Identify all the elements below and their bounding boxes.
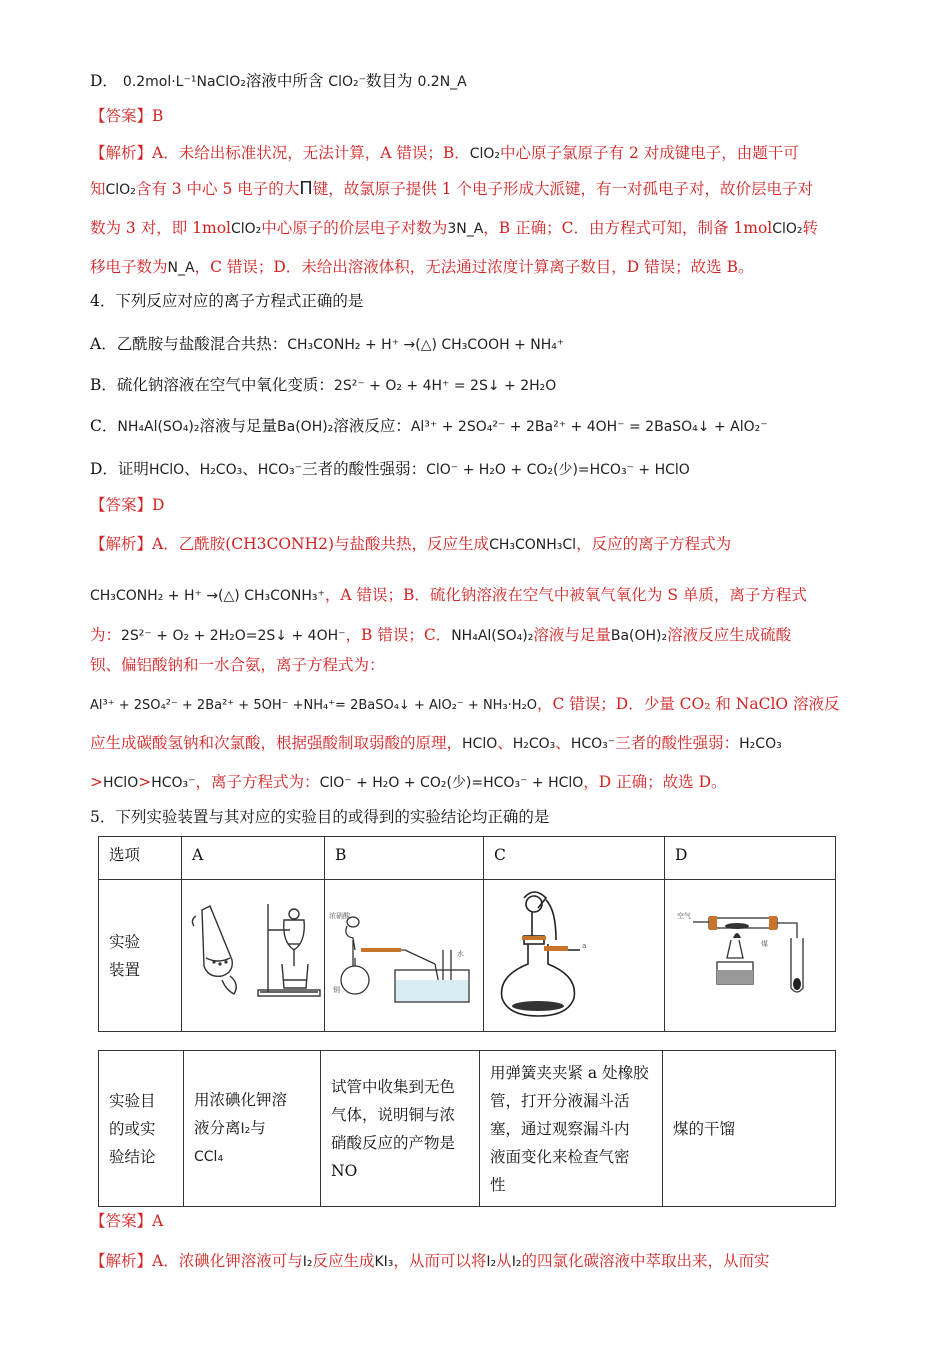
q3-analysis-line3	[90, 217, 860, 240]
formula: HClO	[103, 775, 139, 791]
apparatus-cell-c	[484, 880, 665, 1032]
text: 实验目	[109, 1091, 156, 1110]
text: 转	[802, 219, 819, 237]
text: 液分离	[194, 1119, 241, 1137]
formula: CH₃CONH₃Cl	[489, 537, 577, 553]
conclusion-cell-b	[321, 1051, 480, 1207]
text: >	[138, 773, 152, 791]
apparatus-cell-a	[182, 880, 325, 1032]
conclusion-cell-d: 煤的干馏	[663, 1051, 836, 1207]
text: 与	[250, 1119, 266, 1137]
equation: ClO⁻ + H₂O + CO₂(少)=HCO₃⁻ + HClO	[426, 462, 690, 478]
formula: ClO₂	[105, 182, 136, 198]
formula: KI₃	[374, 1254, 394, 1270]
formula: HCO₃⁻	[151, 775, 196, 791]
separatory-funnel-figure	[182, 880, 324, 1022]
text: 气体，说明铜与浓	[331, 1105, 456, 1124]
formula: I₂	[511, 1254, 522, 1270]
text: 用弹簧夹夹紧 a 处橡胶	[490, 1063, 649, 1082]
text: A．乙酰胺与盐酸混合共热：	[90, 335, 288, 353]
text: 液面变化来检查气密	[490, 1147, 630, 1166]
apparatus-cell-d	[665, 880, 836, 1032]
apparatus-row	[99, 880, 836, 1032]
text: 管，打开分液漏斗活	[490, 1091, 630, 1110]
formula: Π	[299, 178, 313, 199]
q4-stem: 4．下列反应对应的离子方程式正确的是	[90, 292, 364, 310]
row-label	[99, 880, 182, 1032]
conclusion-cell-c	[480, 1051, 663, 1207]
table-header-row	[99, 837, 836, 880]
formula: I₂	[240, 1121, 251, 1137]
copper-nitric-acid-figure	[325, 880, 483, 1022]
formula: H₂CO₃	[199, 462, 243, 478]
analysis-head: 【解析】	[90, 144, 153, 162]
text: 三者的酸性强弱：	[302, 460, 427, 478]
conclusion-row	[99, 1051, 836, 1207]
analysis-head: 【解析】	[90, 535, 153, 553]
formula: ClO₂	[772, 221, 803, 237]
text: 溶液反应生成硫酸	[667, 626, 792, 644]
q5-analysis-line1	[90, 1250, 860, 1273]
equation: 2S²⁻ + O₂ + 2H₂O=2S↓ + 4OH⁻	[121, 628, 346, 644]
option-label: D．	[90, 72, 118, 90]
text: A．乙酰胺(CH3CONH2)与盐酸共热，反应生成	[152, 535, 490, 553]
text: 、	[184, 460, 200, 478]
text: 性	[490, 1175, 506, 1194]
option-label: D．证明	[90, 460, 149, 478]
equation: CH₃CONH₂ + H⁺ →(△) CH₃CONH₃⁺	[90, 588, 325, 604]
q5-answer: 【答案】A	[90, 1212, 164, 1230]
label-air: 空气	[677, 912, 691, 920]
q3-option-d	[90, 70, 860, 93]
q4-analysis-line7	[90, 771, 860, 794]
coal-distillation-figure	[665, 880, 835, 1022]
airtightness-check-figure	[484, 880, 664, 1022]
formula: 0.2N_A	[417, 74, 467, 90]
apparatus-table	[98, 836, 836, 1032]
text: ，A 错误；B．硫化钠溶液在空气中被氧气氧化为 S 单质，离子方程式	[324, 586, 807, 604]
header-cell: A	[182, 837, 325, 880]
text: 中心原子的价层电子对数为	[261, 219, 448, 237]
analysis-head: 【解析】	[90, 1252, 153, 1270]
text: 实验	[109, 932, 141, 951]
text: 的四氯化碳溶液中萃取出来，从而实	[521, 1252, 770, 1270]
q3-analysis-line1	[90, 142, 860, 165]
text: 验结论	[109, 1147, 156, 1166]
text: ，从而可以将	[393, 1252, 487, 1270]
text: 塞，通过观察漏斗内	[490, 1119, 630, 1138]
equation: ClO⁻ + H₂O + CO₂(少)=HCO₃⁻ + HClO	[319, 775, 584, 791]
formula: Ba(OH)₂	[610, 628, 668, 644]
q4-option-d	[90, 458, 860, 481]
text: 、	[555, 734, 571, 752]
text: ，B 错误；C．	[345, 626, 452, 644]
text: 键，故氯原子提供 1 个电子形成大派键，有一对孤电子对，故价层电子对	[312, 180, 814, 198]
formula: 0.2mol·L⁻¹NaClO₂	[122, 74, 246, 90]
formula: ClO₂	[231, 221, 262, 237]
text: 试管中收集到无色	[331, 1077, 456, 1096]
q4-analysis-line4: 钡、偏铝酸钠和一水合氨，离子方程式为：	[90, 656, 385, 674]
formula: Ba(OH)₂	[277, 419, 334, 435]
label-coal: 煤	[761, 940, 768, 948]
q4-option-a	[90, 333, 860, 356]
text: ，D 正确；故选 D。	[583, 773, 727, 791]
formula: NH₄Al(SO₄)₂	[451, 628, 534, 644]
text: >	[90, 773, 103, 791]
formula: H₂CO₃	[739, 736, 782, 752]
label-water: 水	[457, 950, 464, 958]
q4-analysis-line3	[90, 624, 860, 647]
text: 移电子数为	[90, 258, 168, 276]
text: A．浓碘化钾溶液可与	[152, 1252, 303, 1270]
formula: H₂CO₃	[512, 736, 556, 752]
formula: ClO₂⁻	[328, 74, 366, 90]
text: 用浓碘化钾溶	[194, 1091, 288, 1109]
text: 溶液中所含	[245, 72, 324, 90]
formula: I₂	[302, 1254, 313, 1270]
label-copper: 铜	[333, 986, 340, 994]
text: 、	[497, 734, 513, 752]
text: ，C 错误；D．未给出溶液体积，无法通过浓度计算离子数目，D 错误；故选 B。	[194, 258, 754, 276]
equation: Al³⁺ + 2SO₄²⁻ + 2Ba²⁺ + 4OH⁻ = 2BaSO₄↓ + AlO₂⁻	[410, 419, 768, 435]
text: 溶液反应：	[333, 417, 411, 435]
q4-option-c	[90, 415, 860, 438]
q3-analysis-line2	[90, 178, 860, 201]
equation: CH₃CONH₂ + H⁺ →(△) CH₃COOH + NH₄⁺	[287, 337, 565, 353]
text: ，反应的离子方程式为	[576, 535, 732, 553]
text: 硝酸反应的产物是	[331, 1133, 456, 1152]
q3-answer: 【答案】B	[90, 107, 164, 125]
q4-answer: 【答案】D	[90, 496, 165, 514]
row-label	[99, 1051, 184, 1207]
label-acid: 浓硝酸	[329, 912, 350, 920]
formula: HClO	[148, 462, 185, 478]
formula: 3N_A	[447, 221, 484, 237]
formula: N_A	[167, 260, 195, 276]
text: 三者的酸性强弱：	[615, 734, 740, 752]
text: 数目为	[365, 72, 413, 90]
formula: ClO₂	[469, 146, 501, 162]
text: 数为 3 对，即 1mol	[90, 219, 231, 237]
text: 中心原子氯原子有 2 对成键电子，由题干可	[500, 144, 799, 162]
formula: CCl₄	[194, 1149, 224, 1165]
formula: NH₄Al(SO₄)₂	[117, 419, 200, 435]
conclusion-cell-a	[184, 1051, 321, 1207]
text: NO	[331, 1161, 358, 1180]
text: 溶液与足量	[199, 417, 278, 435]
q3-analysis-line4	[90, 256, 860, 279]
text: 应生成碳酸氢钠和次氯酸，根据强酸制取弱酸的原理，	[90, 734, 463, 752]
q4-analysis-line2	[90, 584, 860, 607]
formula: HClO	[462, 736, 498, 752]
formula: I₂	[486, 1254, 497, 1270]
equation: Al³⁺ + 2SO₄²⁻ + 2Ba²⁺ + 5OH⁻ +NH₄⁺= 2BaSO₄↓ + AlO₂⁻ + NH₃·H₂O	[90, 698, 538, 713]
text: 、	[242, 460, 258, 478]
formula: HCO₃⁻	[570, 736, 616, 752]
apparatus-cell-b	[325, 880, 484, 1032]
text: 为：	[90, 626, 122, 644]
q4-analysis-line6	[90, 732, 860, 755]
q4-analysis-line1	[90, 533, 860, 556]
q4-option-b	[90, 374, 860, 397]
header-cell: 选项	[99, 837, 182, 880]
text: 装置	[109, 960, 141, 979]
equation: 2S²⁻ + O₂ + 4H⁺ = 2S↓ + 2H₂O	[333, 378, 557, 394]
q5-stem: 5．下列实验装置与其对应的实验目的或得到的实验结论均正确的是	[90, 808, 550, 826]
text: 反应生成	[312, 1252, 375, 1270]
text: A．未给出标准状况，无法计算，A 错误；B．	[152, 144, 470, 162]
header-cell: D	[665, 837, 836, 880]
text: ，C 错误；D．少量 CO₂ 和 NaClO 溶液反	[537, 695, 840, 713]
header-cell: B	[325, 837, 484, 880]
text: ，离子方程式为：	[195, 773, 320, 791]
text: ，B 正确；C．由方程式可知，制备 1mol	[483, 219, 773, 237]
text: 从	[496, 1252, 512, 1270]
header-cell: C	[484, 837, 665, 880]
text: 溶液与足量	[533, 626, 611, 644]
label-a: a	[582, 942, 587, 950]
text: 含有 3 中心 5 电子的大	[135, 180, 300, 198]
q4-analysis-line5	[90, 693, 860, 717]
formula: HCO₃⁻	[257, 462, 303, 478]
text: 知	[90, 180, 106, 198]
conclusion-table	[98, 1050, 836, 1207]
option-label: C．	[90, 417, 118, 435]
text: 的或实	[109, 1119, 156, 1138]
text: B．硫化钠溶液在空气中氧化变质：	[90, 376, 334, 394]
